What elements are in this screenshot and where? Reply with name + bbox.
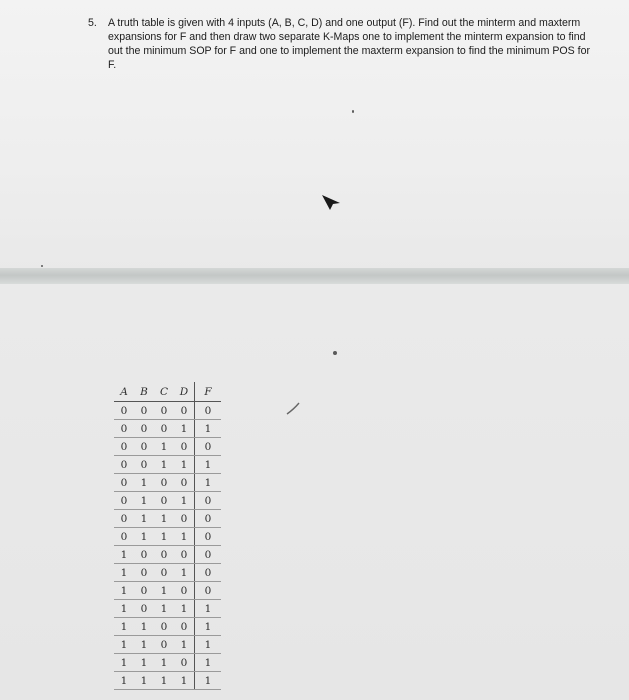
output-cell: 1 [195, 654, 222, 672]
input-cell: 1 [174, 528, 195, 546]
input-cell: 0 [154, 564, 174, 582]
table-row [114, 636, 221, 654]
input-cell: 0 [154, 420, 174, 438]
input-cell: 1 [174, 636, 195, 654]
input-cell: 1 [154, 672, 174, 690]
input-cell: 0 [174, 546, 195, 564]
output-cell: 0 [195, 546, 222, 564]
input-cell: 0 [174, 474, 195, 492]
output-cell: 1 [195, 636, 222, 654]
input-cell: 0 [154, 618, 174, 636]
output-cell: 1 [195, 474, 222, 492]
table-row [114, 654, 221, 672]
table-row [114, 474, 221, 492]
table-row [114, 420, 221, 438]
output-cell: 0 [195, 492, 222, 510]
output-cell: 0 [195, 438, 222, 456]
input-cell: 0 [174, 510, 195, 528]
table-row [114, 564, 221, 582]
header-a: A [114, 382, 134, 402]
input-cell: 0 [134, 564, 154, 582]
input-cell: 1 [154, 654, 174, 672]
truth-table-body [114, 402, 221, 690]
input-cell: 0 [114, 420, 134, 438]
truth-table [114, 382, 221, 690]
input-cell: 1 [134, 474, 154, 492]
input-cell: 0 [174, 654, 195, 672]
input-cell: 0 [114, 528, 134, 546]
header-b: B [134, 382, 154, 402]
input-cell: 1 [154, 510, 174, 528]
question-number: 5. [88, 17, 97, 29]
input-cell: 1 [114, 546, 134, 564]
truth-table-header-row [114, 382, 221, 402]
input-cell: 0 [134, 546, 154, 564]
table-row [114, 510, 221, 528]
input-cell: 1 [134, 672, 154, 690]
input-cell: 0 [134, 438, 154, 456]
input-cell: 0 [174, 402, 195, 420]
input-cell: 1 [174, 600, 195, 618]
header-d: D [174, 382, 195, 402]
input-cell: 0 [154, 492, 174, 510]
output-cell: 0 [195, 564, 222, 582]
input-cell: 1 [154, 456, 174, 474]
input-cell: 0 [114, 510, 134, 528]
question-block [88, 16, 598, 72]
input-cell: 0 [154, 402, 174, 420]
input-cell: 0 [134, 402, 154, 420]
input-cell: 1 [134, 618, 154, 636]
input-cell: 0 [134, 600, 154, 618]
input-cell: 0 [114, 402, 134, 420]
paper-bottom-page [0, 284, 629, 700]
speck [352, 110, 354, 113]
output-cell: 0 [195, 402, 222, 420]
input-cell: 0 [154, 474, 174, 492]
input-cell: 1 [134, 528, 154, 546]
input-cell: 0 [114, 438, 134, 456]
output-cell: 0 [195, 510, 222, 528]
input-cell: 1 [114, 618, 134, 636]
table-row [114, 528, 221, 546]
input-cell: 0 [154, 546, 174, 564]
table-row [114, 672, 221, 690]
input-cell: 1 [134, 510, 154, 528]
table-row [114, 438, 221, 456]
page-fold [0, 268, 629, 284]
input-cell: 0 [114, 492, 134, 510]
header-c: C [154, 382, 174, 402]
input-cell: 1 [114, 636, 134, 654]
input-cell: 1 [154, 600, 174, 618]
input-cell: 0 [114, 474, 134, 492]
input-cell: 1 [134, 492, 154, 510]
input-cell: 1 [134, 654, 154, 672]
input-cell: 0 [134, 456, 154, 474]
truth-table-grid [114, 382, 221, 690]
output-cell: 1 [195, 600, 222, 618]
input-cell: 1 [174, 456, 195, 474]
input-cell: 0 [174, 618, 195, 636]
output-cell: 0 [195, 582, 222, 600]
output-cell: 1 [195, 672, 222, 690]
table-row [114, 402, 221, 420]
input-cell: 0 [154, 636, 174, 654]
input-cell: 1 [154, 528, 174, 546]
input-cell: 0 [134, 582, 154, 600]
speck [41, 265, 43, 267]
input-cell: 0 [134, 420, 154, 438]
input-cell: 1 [114, 564, 134, 582]
input-cell: 1 [174, 420, 195, 438]
cursor-arrow-icon [320, 192, 344, 212]
input-cell: 0 [114, 456, 134, 474]
table-row [114, 546, 221, 564]
output-cell: 1 [195, 618, 222, 636]
input-cell: 1 [114, 600, 134, 618]
input-cell: 0 [174, 438, 195, 456]
input-cell: 1 [174, 564, 195, 582]
output-cell: 1 [195, 456, 222, 474]
input-cell: 1 [154, 438, 174, 456]
input-cell: 1 [174, 672, 195, 690]
pen-tick-icon [285, 401, 301, 417]
question-text: A truth table is given with 4 inputs (A, B, C, D) and one output (F). Find out the minterm and maxterm expansions for F and then draw two separate K-Maps one to implement the minterm expansion to find out the minimum SOP for F and one to implement the maxterm expansion to find the minimum POS for F. [108, 17, 591, 71]
table-row [114, 582, 221, 600]
speck [333, 351, 337, 355]
table-row [114, 618, 221, 636]
table-row [114, 456, 221, 474]
input-cell: 1 [134, 636, 154, 654]
output-cell: 0 [195, 528, 222, 546]
input-cell: 0 [174, 582, 195, 600]
table-row [114, 600, 221, 618]
input-cell: 1 [114, 654, 134, 672]
table-row [114, 492, 221, 510]
input-cell: 1 [154, 582, 174, 600]
input-cell: 1 [174, 492, 195, 510]
header-f: F [195, 382, 222, 402]
input-cell: 1 [114, 672, 134, 690]
output-cell: 1 [195, 420, 222, 438]
input-cell: 1 [114, 582, 134, 600]
